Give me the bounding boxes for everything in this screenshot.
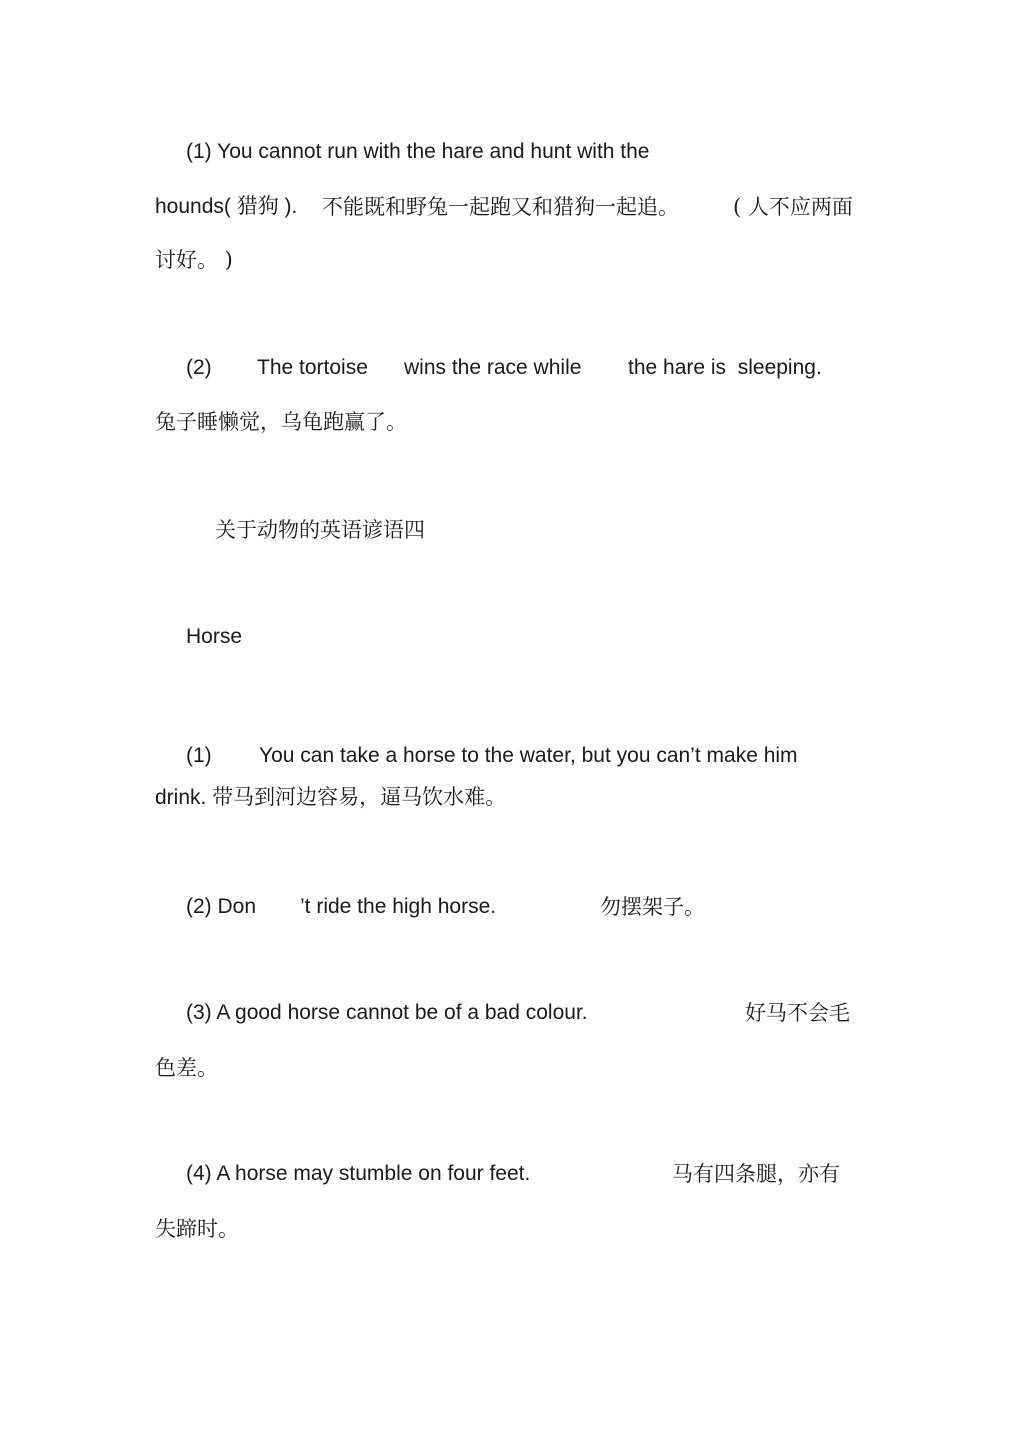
proverb-tortoise-part-c: the hare is sleeping.	[628, 356, 822, 379]
proverb-tortoise-part-a: The tortoise	[257, 356, 368, 379]
proverb-tortoise-number: (2)	[186, 356, 212, 379]
proverb-horse4-en: (4) A horse may stumble on four feet.	[186, 1162, 531, 1185]
proverb-horse2-part-b: ’t ride the high horse.	[300, 895, 497, 918]
proverb-horse1-number: (1)	[186, 744, 212, 767]
proverb-horse3-en: (3) A good horse cannot be of a bad colour.	[186, 1001, 588, 1024]
proverb-horse4-cn: 马有四条腿，亦有	[672, 1162, 840, 1186]
proverb-horse1-en: You can take a horse to the water, but you can’t make him	[259, 744, 798, 767]
proverb-horse3-cn: 好马不会毛	[745, 1001, 850, 1025]
proverb-hare-line2-cn: 不能既和野兔一起跑又和猎狗一起追。	[322, 195, 679, 219]
proverb-hare-note: ( 人不应两面	[733, 195, 853, 219]
proverb-horse2-cn: 勿摆架子。	[600, 895, 705, 919]
proverb-hare-line3: 讨好。 )	[155, 248, 233, 272]
proverb-horse4-line2: 失蹄时。	[155, 1217, 239, 1241]
proverb-tortoise-cn: 兔子睡懒觉，乌龟跑赢了。	[155, 410, 407, 434]
section-heading: 关于动物的英语谚语四	[215, 518, 425, 542]
section-subheading-horse: Horse	[186, 625, 243, 648]
proverb-horse2-part-a: (2) Don	[186, 895, 257, 918]
proverb-horse1-line2: drink. 带马到河边容易，逼马饮水难。	[155, 786, 507, 809]
proverb-hare-line1: (1) You cannot run with the hare and hunt with the	[186, 140, 650, 163]
proverb-horse3-line2: 色差。	[155, 1056, 218, 1080]
proverb-hare-line2-en: hounds( 猎狗 ).	[155, 195, 298, 218]
proverb-tortoise-part-b: wins the race while	[404, 356, 582, 379]
